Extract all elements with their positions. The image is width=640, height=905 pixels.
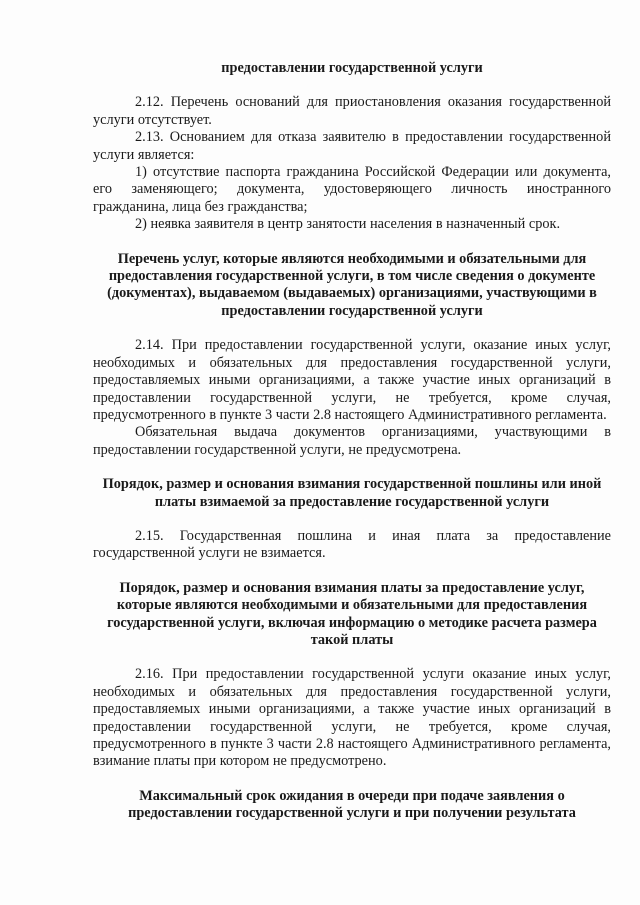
section-heading-services: Перечень услуг, которые являются необходимыми и обязательными для предоставления государственной услуги, в том числе сведения о документе (документах), выдаваемом (выдаваемых) организациями, участвующими в предоставлении государственной услуги <box>107 250 597 319</box>
section-heading-continued: предоставлении государственной услуги <box>221 60 483 76</box>
paragraph-2-16: 2.16. При предоставлении государственной услуги оказание иных услуг, необходимых и обязательных для предоставления государственной услуги, предоставляемых иными организациями, а также участие иных организаций в предоставлении государственной услуги, не требуется, кроме случая, предусмотренного в пункте 3 части 2.8 настоящего Административного регламента, взимание платы при котором не предусмотрено. <box>93 666 611 770</box>
refusal-reason-item-2: 2) неявка заявителя в центр занятости населения в назначенный срок. <box>135 216 561 233</box>
paragraph-2-15: 2.15. Государственная пошлина и иная плата за предоставление государственной услуги не взимается. <box>93 527 611 562</box>
section-heading-fee: Порядок, размер и основания взимания платы за предоставление услуг, которые являются необходимыми и обязательными для предоставления государственной услуги, включая информацию о методике расчета размера такой платы <box>107 579 597 648</box>
paragraph-2-14-documents: Обязательная выдача документов организациями, участвующими в предоставлении государственной услуги, не предусмотрена. <box>93 424 611 458</box>
refusal-reason-item-1: 1) отсутствие паспорта гражданина Российской Федерации или документа, его заменяющего; документа, удостоверяющего личность иностранного гражданина, лица без гражданства; <box>93 164 611 215</box>
section-heading-state-duty: Порядок, размер и основания взимания государственной пошлины или иной платы взимаемой за предоставление государственной услуги <box>102 476 602 510</box>
document-body <box>93 60 611 823</box>
paragraph-2-12: 2.12. Перечень оснований для приостановления оказания государственной услуги отсутствует. <box>93 94 611 128</box>
section-heading-queue-time: Максимальный срок ожидания в очереди при подаче заявления о предоставлении государственной услуги и при получении результата <box>128 787 576 822</box>
paragraph-2-14: 2.14. При предоставлении государственной услуги, оказание иных услуг, необходимых и обязательных для предоставления государственной услуги, предоставляемых иными организациями, а также участие иных организаций в предоставлении государственной услуги, не требуется, кроме случая, предусмотренного в пункте 3 части 2.8 настоящего Административного регламента. <box>93 337 611 423</box>
paragraph-2-13: 2.13. Основанием для отказа заявителю в предоставлении государственной услуги является: <box>93 129 611 163</box>
